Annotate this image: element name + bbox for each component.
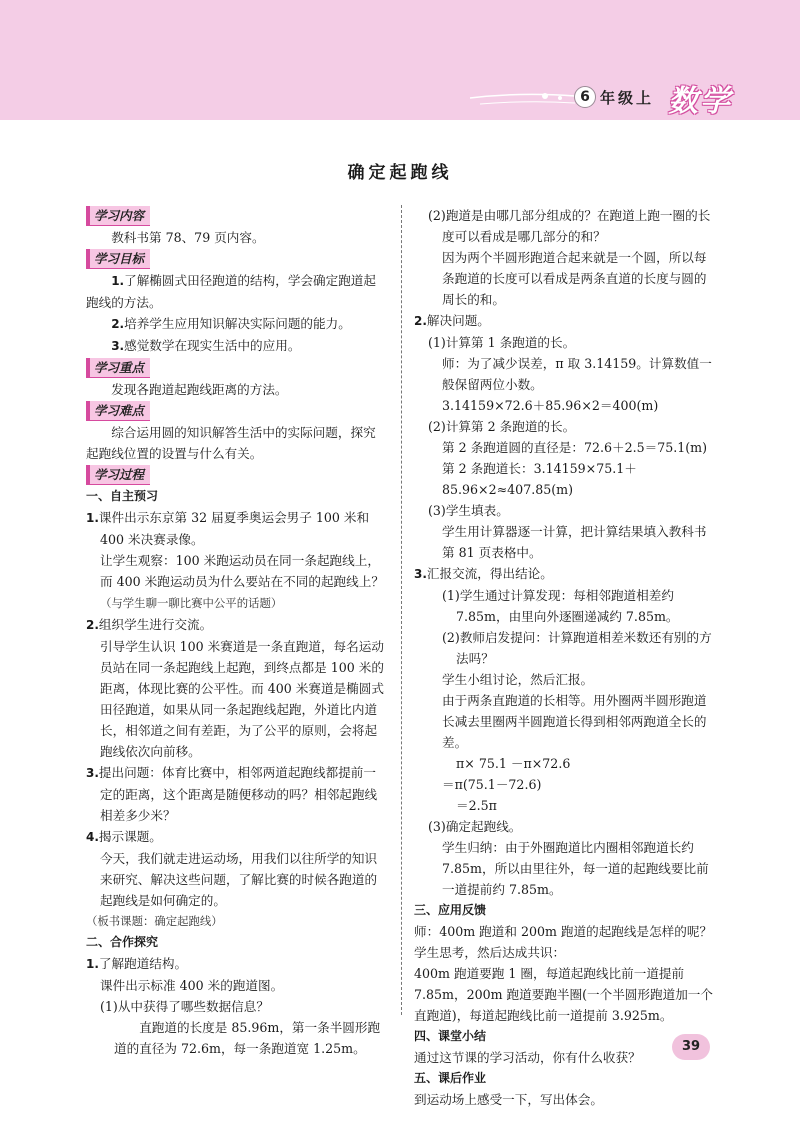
column-divider [401, 205, 402, 1015]
section-title: 一、自主预习 [86, 489, 159, 503]
sub-question: (3)确定起跑线。 [428, 819, 522, 834]
process-badge: 学习过程 [86, 465, 150, 485]
list-item: 1.了解跑道结构。 [86, 956, 188, 971]
sub-answer: 学生归纳：由于外圈跑道比内圈相邻跑道长约 7.85m，所以由里往外，每一道的起跑线要比前一道提前约 7.85m。 [442, 840, 709, 897]
sub-question: (1)学生通过计算发现：每相邻跑道相差约 7.85m，由里向外逐圈递减约 7.85m。 [442, 588, 679, 624]
section-title: 四、课堂小结 [414, 1029, 487, 1043]
equation: ＝π(75.1－72.6) [442, 777, 542, 792]
list-item: 2.解决问题。 [414, 313, 490, 328]
equation: ＝2.5π [456, 798, 497, 813]
section-title: 五、课后作业 [414, 1071, 487, 1085]
goal-item: 2.培养学生应用知识解决实际问题的能力。 [111, 316, 351, 331]
list-item: 1.课件出示东京第 32 届夏季奥运会男子 100 米和 400 米决赛录像。 [86, 510, 370, 547]
content-text: 教科书第 78、79 页内容。 [111, 230, 265, 245]
list-item-detail: 让学生观察：100 米跑运动员在同一条起跑线上，而 400 米跑运动员为什么要站在不同的起跑线上？（与学生聊一聊比赛中公平的话题） [100, 553, 384, 610]
sub-question: (2)计算第 2 条跑道的长。 [428, 419, 576, 434]
equation: 3.14159×72.6＋85.96×2＝400(m) [442, 398, 659, 413]
sub-answer: 直跑道的长度是 85.96m，第一条半圆形跑道的直径为 72.6m，每一条跑道宽 1.25m。 [114, 1020, 381, 1056]
paragraph: 学生思考，然后达成共识： [414, 945, 566, 960]
paragraph: 400m 跑道要跑 1 圈，每道起跑线比前一道提前 7.85m，200m 跑道要跑半圈(一个半圆形跑道加一个直跑道)，每道起跑线比前一道提前 3.925m。 [414, 966, 713, 1023]
grade-number: 6 [574, 86, 596, 108]
equation: 第 2 条跑道长：3.14159×75.1＋85.96×2≈407.85(m) [442, 461, 637, 497]
paragraph: 到运动场上感受一下，写出体会。 [414, 1092, 603, 1107]
sub-answer: 师：为了减少误差，π 取 3.14159。计算数值一般保留两位小数。 [442, 356, 712, 392]
page-title: 确定起跑线 [347, 163, 453, 183]
key-point-badge: 学习重点 [86, 358, 150, 378]
equation: π× 75.1 －π×72.6 [456, 756, 571, 771]
sub-question: (3)学生填表。 [428, 503, 509, 518]
sub-question: (2)教师启发提问：计算跑道相差米数还有别的方法吗？ [442, 630, 712, 666]
list-item-detail: 今天，我们就走进运动场，用我们以往所学的知识来研究、解决这些问题，了解比赛的时候各跑道的起跑线是如何确定的。 [100, 851, 378, 908]
grade-text: 年级上 [600, 88, 655, 107]
goal-item: 1.了解椭圆式田径跑道的结构，学会确定跑道起跑线的方法。 [86, 273, 376, 310]
grade-label [574, 86, 654, 108]
goals-badge: 学习目标 [86, 249, 150, 269]
difficulty-badge: 学习难点 [86, 401, 150, 421]
sub-answer: 学生用计算器逐一计算，把计算结果填入教科书第 81 页表格中。 [442, 524, 707, 560]
list-item: 3.汇报交流，得出结论。 [414, 566, 553, 581]
sub-question: (1)计算第 1 条跑道的长。 [428, 335, 576, 350]
goal-item: 3.感觉数学在现实生活中的应用。 [111, 338, 301, 353]
list-item: 2.组织学生进行交流。 [86, 617, 213, 632]
list-item: 4.揭示课题。 [86, 829, 162, 844]
sub-answer: 由于两条直跑道的长相等。用外圈两半圆形跑道长减去里圈两半圆跑道长得到相邻两跑道全长的差。 [442, 693, 707, 750]
equation: 第 2 条跑道圆的直径是：72.6＋2.5＝75.1(m) [442, 440, 708, 455]
sub-answer: 因为两个半圆形跑道合起来就是一个圆，所以每条跑道的长度可以看成是两条直道的长度与圆的周长的和。 [442, 250, 707, 307]
left-column [86, 205, 388, 1059]
paragraph: 师：400m 跑道和 200m 跑道的起跑线是怎样的呢？ [414, 924, 713, 939]
difficulty-text: 综合运用圆的知识解答生活中的实际问题，探究起跑线位置的设置与什么有关。 [86, 425, 376, 461]
right-column [414, 205, 719, 1110]
section-title: 二、合作探究 [86, 935, 159, 949]
list-item-detail: 引导学生认识 100 米赛道是一条直跑道，每名运动员站在同一条起跑线上起跑，到终点都是 100 米的距离，体现比赛的公平性。而 400 米赛道是椭圆式田径跑道，如果从同一条起跑线起跑，外道比内道长，相邻道之间有差距，为了公平的原则，会将起跑线依次向前移。 [100, 639, 384, 759]
paragraph: 通过这节课的学习活动，你有什么收获？ [414, 1050, 641, 1065]
page-number: 39 [672, 1034, 710, 1060]
content-badge: 学习内容 [86, 206, 150, 226]
key-point-text: 发现各跑道起跑线距离的方法。 [111, 382, 288, 397]
sub-question: (1)从中获得了哪些数据信息？ [100, 999, 269, 1014]
board-note: （板书课题：确定起跑线） [86, 914, 223, 928]
list-item: 3.提出问题：体育比赛中，相邻两道起跑线都提前一定的距离，这个距离是随便移动的吗？相邻起跑线相差多少米？ [86, 765, 378, 823]
list-item-detail: 课件出示标准 400 米的跑道图。 [100, 978, 284, 993]
sub-question: (2)跑道是由哪几部分组成的？在跑道上跑一圈的长度可以看成是哪几部分的和？ [428, 208, 711, 244]
sub-answer: 学生小组讨论，然后汇报。 [442, 672, 594, 687]
section-title: 三、应用反馈 [414, 903, 487, 917]
header-band [0, 0, 800, 120]
subject-logo: 数学 [668, 84, 732, 119]
